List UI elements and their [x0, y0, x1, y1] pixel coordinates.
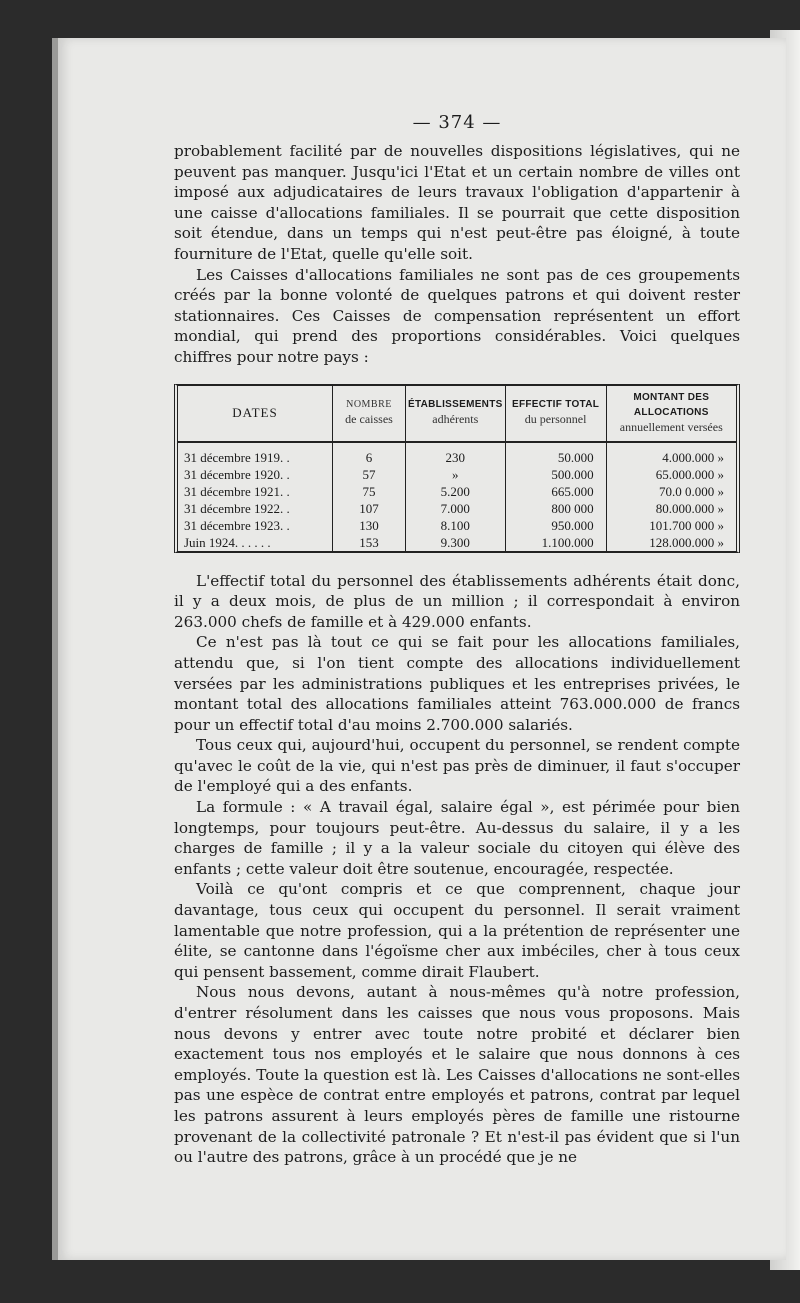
paragraph: Voilà ce qu'ont compris et ce que comprennent, chaque jour davantage, tous ceux qui occupent du personnel. Il serait vraiment lamentable que notre profession, qui a la prétention de représenter une élite, se cantonne dans l'égoïsme cher aux imbéciles, cher à tous ceux qui pensent bassement, comme dirait Flaubert. — [174, 880, 740, 981]
cell-date: 31 décembre 1920. . — [184, 466, 290, 482]
header-montant-bottom: annuellement versées — [619, 419, 723, 434]
paragraph: Ce n'est pas là tout ce qui se fait pour les allocations familiales, attendu que, si l'on tient compte des allocations individuellement versées par les administrations publiques et les entreprises privées, le montant total des allocations familiales atteint 763.000.000 de francs pour un effectif total d'au moins 2.700.000 salariés. — [174, 633, 740, 734]
cell-effectif: 665.000 — [505, 483, 606, 500]
cell-montant: 65.000.000 » — [606, 466, 736, 483]
header-etab-bottom: adhérents — [432, 412, 479, 427]
cell-nombre: 75 — [333, 483, 406, 500]
header-montant-top: MONTANT DES ALLOCATIONS — [633, 391, 710, 418]
cell-etab: 5.200 — [406, 483, 506, 500]
cell-date: 31 décembre 1919. . — [184, 449, 290, 465]
cell-montant: 128.000.000 » — [606, 534, 736, 551]
table-row — [178, 534, 736, 551]
cell-montant: 101.700 000 » — [606, 517, 736, 534]
header-effectif — [505, 386, 606, 442]
table-row — [178, 500, 736, 517]
table-row — [178, 442, 736, 466]
cell-date: Juin 1924. . . . . . — [184, 534, 271, 550]
page-number: — 374 — — [412, 112, 502, 133]
header-effectif-top: EFFECTIF TOTAL — [512, 399, 600, 411]
cell-etab: 7.000 — [406, 500, 506, 517]
cell-effectif: 1.100.000 — [505, 534, 606, 551]
table-row — [178, 517, 736, 534]
table-row — [178, 483, 736, 500]
header-effectif-bottom: du personnel — [524, 412, 587, 427]
paragraph: L'effectif total du personnel des établissements adhérents était donc, il y a deux mois, de plus de un million ; il correspondait à environ 263.000 chefs de famille et à 429.000 enfants. — [174, 571, 740, 631]
cell-montant: 80.000.000 » — [606, 500, 736, 517]
header-nombre-top: NOMBRE — [346, 399, 392, 411]
cell-date: 31 décembre 1921. . — [184, 483, 290, 499]
cell-montant: 4.000.000 » — [606, 442, 736, 466]
cell-etab: 8.100 — [406, 517, 506, 534]
statistics-table — [174, 384, 740, 553]
cell-effectif: 950.000 — [505, 517, 606, 534]
cell-date: 31 décembre 1922. . — [184, 500, 290, 516]
table-row — [178, 466, 736, 483]
header-etab-top: ÉTABLISSEMENTS — [408, 399, 503, 411]
cell-etab: » — [406, 466, 506, 483]
header-nombre-bottom: de caisses — [345, 412, 393, 427]
paragraph: La formule : « A travail égal, salaire égal », est périmée pour bien longtemps, pour toujours peut-être. Au-dessus du salaire, il y a les charges de famille ; il y a la valeur sociale du citoyen qui élève des enfants ; cette valeur doit être soutenue, encouragée, respectée. — [174, 798, 740, 878]
cell-nombre: 107 — [333, 500, 406, 517]
header-dates: DATES — [178, 386, 333, 442]
cell-effectif: 50.000 — [505, 442, 606, 466]
page-content — [174, 112, 740, 1168]
paragraph: Tous ceux qui, aujourd'hui, occupent du personnel, se rendent compte qu'avec le coût de la vie, qui n'est pas près de diminuer, il faut s'occuper de l'employé qui a des enfants. — [174, 736, 740, 796]
cell-nombre: 130 — [333, 517, 406, 534]
paragraph: probablement facilité par de nouvelles dispositions législatives, qui ne peuvent pas manquer. Jusqu'ici l'Etat et un certain nombre de villes ont imposé aux adjudicataires de leurs travaux l'obligation d'appartenir à une caisse d'allocations familiales. Il se pourrait que cette disposition soit étendue, dans un temps qui n'est peut-être pas éloigné, à toute fourniture de l'Etat, quelle qu'elle soit. — [174, 142, 740, 263]
header-etablissements — [406, 386, 506, 442]
cell-effectif: 800 000 — [505, 500, 606, 517]
cell-nombre: 57 — [333, 466, 406, 483]
cell-date: 31 décembre 1923. . — [184, 517, 290, 533]
cell-nombre: 153 — [333, 534, 406, 551]
cell-montant: 70.0 0.000 » — [606, 483, 736, 500]
cell-nombre: 6 — [333, 442, 406, 466]
paragraph: Nous nous devons, autant à nous-mêmes qu'à notre profession, d'entrer résolument dans les caisses que nous vous proposons. Mais nous devons y entrer avec toute notre probité et déclarer bien exactement tous nos employés et le salaire que nous donnons à ces employés. Toute la question est là. Les Caisses d'allocations ne sont-elles pas une espèce de contrat entre employés et patrons, contrat par lequel les patrons assurent à leurs employés pères de famille une ristourne provenant de la collectivité patronale ? Et n'est-il pas évident que si l'un ou l'autre des patrons, grâce à un procédé que je ne — [174, 983, 740, 1167]
cell-effectif: 500.000 — [505, 466, 606, 483]
cell-etab: 230 — [406, 442, 506, 466]
header-nombre — [333, 386, 406, 442]
cell-etab: 9.300 — [406, 534, 506, 551]
header-montant — [606, 386, 736, 442]
paragraph: Les Caisses d'allocations familiales ne sont pas de ces groupements créés par la bonne volonté de quelques patrons et qui doivent rester stationnaires. Ces Caisses de compensation représentent un effort mondial, qui prend des proportions considérables. Voici quelques chiffres pour notre pays : — [174, 265, 740, 366]
